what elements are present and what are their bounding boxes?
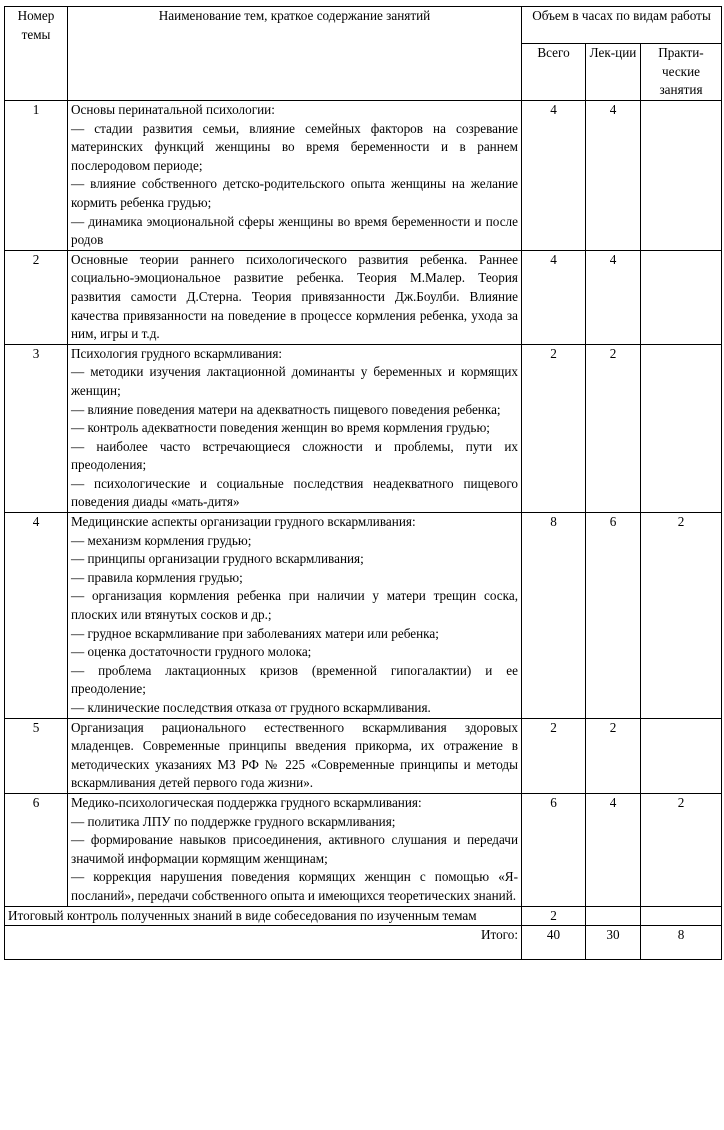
topic-subitem: — контроль адекватности поведения женщин во время кормления грудью; bbox=[71, 420, 490, 436]
header-hours-volume: Объем в часах по видам работы bbox=[522, 7, 722, 44]
curriculum-table bbox=[4, 6, 722, 960]
topic-row bbox=[5, 250, 722, 344]
final-control-practice bbox=[641, 906, 722, 926]
header-topic-number: Номер темы bbox=[5, 7, 68, 101]
topic-subitem: — наиболее часто встречающиеся сложности и проблемы, пути их преодоления; bbox=[71, 438, 518, 473]
topic-row bbox=[5, 513, 722, 719]
header-topic-name: Наименование тем, краткое содержание занятий bbox=[68, 7, 522, 101]
topic-number: 6 bbox=[5, 793, 68, 906]
topic-row bbox=[5, 344, 722, 512]
topic-subitem: — методики изучения лактационной доминанты у беременных и кормящих женщин; bbox=[71, 364, 518, 398]
final-control-text: Итоговый контроль полученных знаний в виде собеседования по изученным темам bbox=[5, 906, 522, 926]
hours-total: 4 bbox=[522, 101, 586, 251]
topic-content bbox=[68, 344, 522, 512]
topic-row bbox=[5, 101, 722, 251]
final-control-row bbox=[5, 906, 722, 926]
hours-practice bbox=[641, 101, 722, 251]
totals-total: 40 bbox=[522, 926, 586, 960]
topic-subitem: — оценка достаточности грудного молока; bbox=[71, 644, 312, 660]
hours-total: 4 bbox=[522, 250, 586, 344]
hours-practice bbox=[641, 250, 722, 344]
hours-practice: 2 bbox=[641, 793, 722, 906]
topic-subitem: — влияние поведения матери на адекватность пищевого поведения ребенка; bbox=[71, 401, 501, 417]
topic-subitem: — динамика эмоциональной сферы женщины во время беременности и после родов bbox=[71, 213, 518, 248]
header-col-practice: Практи-ческие занятия bbox=[641, 44, 722, 101]
topic-subitem: — принципы организации грудного вскармливания; bbox=[71, 551, 364, 567]
topic-content bbox=[68, 250, 522, 344]
totals-row bbox=[5, 926, 722, 960]
topic-title: Медико-психологическая поддержка грудного вскармливания: bbox=[71, 794, 422, 810]
hours-lectures: 6 bbox=[586, 513, 641, 719]
hours-lectures: 4 bbox=[586, 793, 641, 906]
topic-subitem: — правила кормления грудью; bbox=[71, 569, 243, 585]
header-col-lectures: Лек-ции bbox=[586, 44, 641, 101]
hours-lectures: 4 bbox=[586, 101, 641, 251]
totals-label: Итого: bbox=[5, 926, 522, 960]
topic-title: Основные теории раннего психологического развития ребенка. Раннее социально-эмоциональное развитие ребенка. Теория М.Малер. Теория развития самости Д.Стерна. Теория привязанности Дж.Боулби. Влияние качества привязанности на поведение в процессе кормления ребенка, ухода за ним, игры и т.д. bbox=[71, 251, 518, 342]
topic-title: Организация рационального естественного вскармливания здоровых младенцев. Современные принципы введения прикорма, их отражение в методических указаниях МЗ РФ № 225 «Современные принципы и методы вскармливания детей первого года жизни». bbox=[71, 719, 518, 791]
hours-total: 8 bbox=[522, 513, 586, 719]
topic-content bbox=[68, 718, 522, 793]
topics-body bbox=[5, 101, 722, 907]
topic-subitem: — клинические последствия отказа от грудного вскармливания. bbox=[71, 700, 431, 715]
topic-subitem: — проблема лактационных кризов (временной гипогалактии) и ее преодоление; bbox=[71, 662, 518, 697]
hours-total: 6 bbox=[522, 793, 586, 906]
topic-subitem: — организация кормления ребенка при наличии у матери трещин соска, плоских или втянутых сосков и др.; bbox=[71, 588, 518, 623]
topic-title: Психология грудного вскармливания: bbox=[71, 345, 283, 361]
topic-subitem: — психологические и социальные последствия неадекватного пищевого поведения диады «мать-дитя» bbox=[71, 475, 518, 510]
hours-lectures: 4 bbox=[586, 250, 641, 344]
topic-number: 4 bbox=[5, 513, 68, 719]
hours-lectures: 2 bbox=[586, 718, 641, 793]
topic-subitem: — политика ЛПУ по поддержке грудного вскармливания; bbox=[71, 813, 396, 829]
hours-total: 2 bbox=[522, 718, 586, 793]
topic-content bbox=[68, 513, 522, 719]
topic-content bbox=[68, 101, 522, 251]
hours-practice bbox=[641, 344, 722, 512]
topic-number: 5 bbox=[5, 718, 68, 793]
topic-number: 3 bbox=[5, 344, 68, 512]
final-control-lectures bbox=[586, 906, 641, 926]
topic-subitem: — влияние собственного детско-родительского опыта женщины на желание кормить ребенка грудью; bbox=[71, 176, 518, 210]
topic-number: 2 bbox=[5, 250, 68, 344]
topic-number: 1 bbox=[5, 101, 68, 251]
header-col-total: Всего bbox=[522, 44, 586, 101]
topic-subitem: — стадии развития семьи, влияние семейных факторов на созревание материнских функций женщины во время беременности и в раннем послеродовом периоде; bbox=[71, 120, 518, 173]
hours-total: 2 bbox=[522, 344, 586, 512]
topic-title: Основы перинатальной психологии: bbox=[71, 102, 275, 117]
hours-lectures: 2 bbox=[586, 344, 641, 512]
topic-subitem: — механизм кормления грудью; bbox=[71, 532, 252, 548]
topic-row bbox=[5, 718, 722, 793]
topic-title: Медицинские аспекты организации грудного вскармливания: bbox=[71, 514, 416, 530]
topic-subitem: — формирование навыков присоединения, активного слушания и передачи значимой информации кормящим женщинам; bbox=[71, 832, 518, 866]
topic-subitem: — грудное вскармливание при заболеваниях матери или ребенка; bbox=[71, 625, 439, 641]
totals-lectures: 30 bbox=[586, 926, 641, 960]
topic-subitem: — коррекция нарушения поведения кормящих женщин с помощью «Я-посланий», передачи собственного опыта и имеющихся теоретических знаний. bbox=[71, 869, 518, 903]
topic-row bbox=[5, 793, 722, 906]
hours-practice: 2 bbox=[641, 513, 722, 719]
hours-practice bbox=[641, 718, 722, 793]
topic-content bbox=[68, 793, 522, 906]
final-control-total: 2 bbox=[522, 906, 586, 926]
totals-practice: 8 bbox=[641, 926, 722, 960]
